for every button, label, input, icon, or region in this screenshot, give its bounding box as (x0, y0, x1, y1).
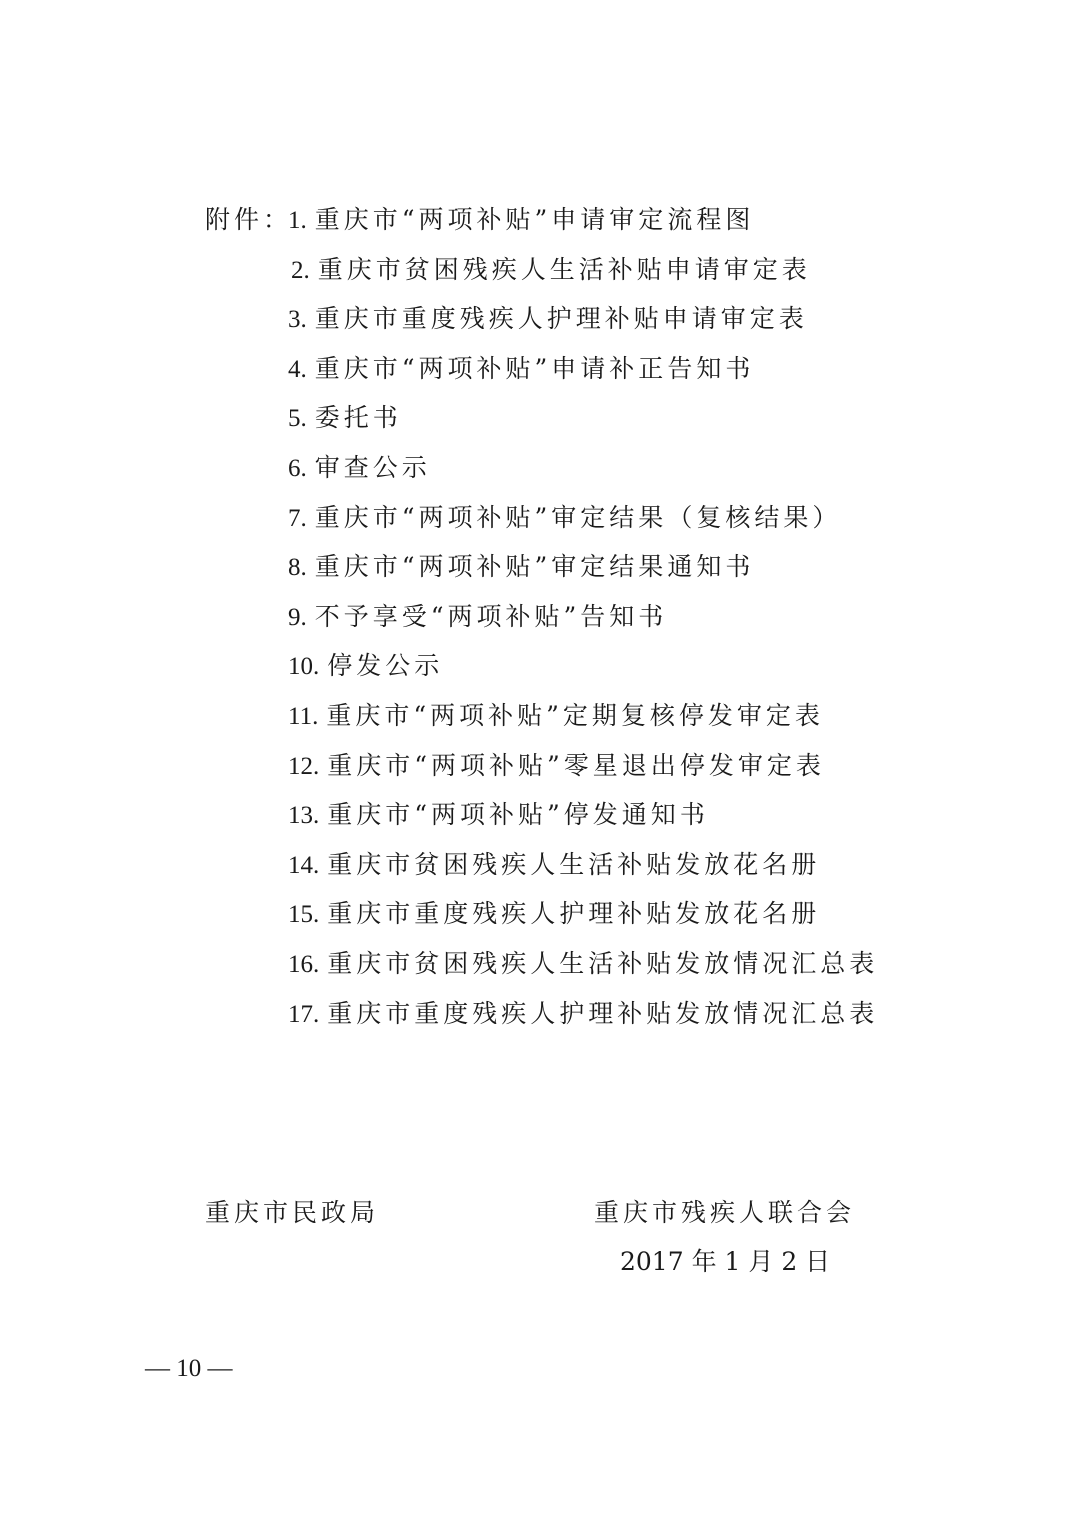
attachment-number: 11. (288, 703, 319, 730)
signature-left: 重庆市民政局 (205, 1198, 380, 1227)
attachment-number: 15. (288, 901, 320, 928)
attachment-title: 审查公示 (314, 453, 431, 482)
attachment-number: 16. (288, 951, 320, 978)
attachment-title: 重庆市重度残疾人护理补贴发放情况汇总表 (327, 999, 879, 1028)
attachment-number: 17. (288, 1001, 320, 1028)
attachment-item-14 (288, 849, 820, 882)
attachment-title: 停发公示 (327, 651, 444, 680)
attachment-title: 重庆市“两项补贴”申请审定流程图 (314, 205, 755, 234)
attachment-item-16 (288, 948, 878, 981)
attachment-item-1 (288, 204, 754, 237)
attachment-item-12 (288, 750, 825, 783)
attachment-item-2 (291, 254, 811, 287)
attachment-title: 委托书 (314, 403, 402, 432)
attachment-number: 3. (288, 306, 307, 333)
document-date: 2017 年 1 月 2 日 (620, 1247, 831, 1276)
attachment-item-13 (288, 799, 709, 832)
attachment-number: 9. (288, 604, 307, 631)
attachment-title: 重庆市贫困残疾人生活补贴发放情况汇总表 (327, 949, 879, 978)
signature-right: 重庆市残疾人联合会 (594, 1198, 856, 1227)
attachment-number: 8. (288, 554, 307, 581)
attachment-number: 7. (288, 505, 307, 532)
attachment-title: 重庆市“两项补贴”审定结果通知书 (314, 552, 755, 581)
attachment-title: 重庆市“两项补贴”审定结果（复核结果） (314, 503, 842, 532)
attachment-number: 1. (288, 207, 307, 234)
attachment-title: 不予享受“两项补贴”告知书 (314, 602, 668, 631)
attachment-item-17 (288, 998, 878, 1031)
attachment-item-10 (288, 650, 443, 683)
attachment-title: 重庆市重度残疾人护理补贴申请审定表 (314, 304, 808, 333)
attachment-item-9 (288, 601, 667, 634)
attachment-item-4 (288, 353, 754, 386)
attachment-number: 14. (288, 852, 320, 879)
attachment-item-6 (288, 452, 431, 485)
attachment-title: 重庆市贫困残疾人生活补贴发放花名册 (327, 850, 821, 879)
attachment-item-3 (288, 303, 808, 336)
attachment-title: 重庆市“两项补贴”零星退出停发审定表 (327, 751, 825, 780)
attachment-title: 重庆市重度残疾人护理补贴发放花名册 (327, 899, 821, 928)
attachment-item-11 (288, 700, 824, 733)
attachment-item-7 (288, 502, 841, 535)
attachment-item-15 (288, 898, 820, 931)
attachment-number: 4. (288, 356, 307, 383)
attachment-number: 5. (288, 405, 307, 432)
attachment-title: 重庆市“两项补贴”停发通知书 (327, 800, 709, 829)
attachment-title: 重庆市“两项补贴”定期复核停发审定表 (326, 701, 824, 730)
attachment-item-5 (288, 402, 402, 435)
attachment-number: 13. (288, 802, 320, 829)
attachment-number: 2. (291, 257, 310, 284)
attachments-prefix: 附件： (205, 205, 293, 234)
attachment-title: 重庆市贫困残疾人生活补贴申请审定表 (317, 255, 811, 284)
attachment-number: 12. (288, 753, 320, 780)
attachment-item-8 (288, 551, 754, 584)
attachment-number: 6. (288, 455, 307, 482)
attachment-number: 10. (288, 653, 320, 680)
page-number: — 10 — (145, 1355, 233, 1382)
attachment-title: 重庆市“两项补贴”申请补正告知书 (314, 354, 755, 383)
